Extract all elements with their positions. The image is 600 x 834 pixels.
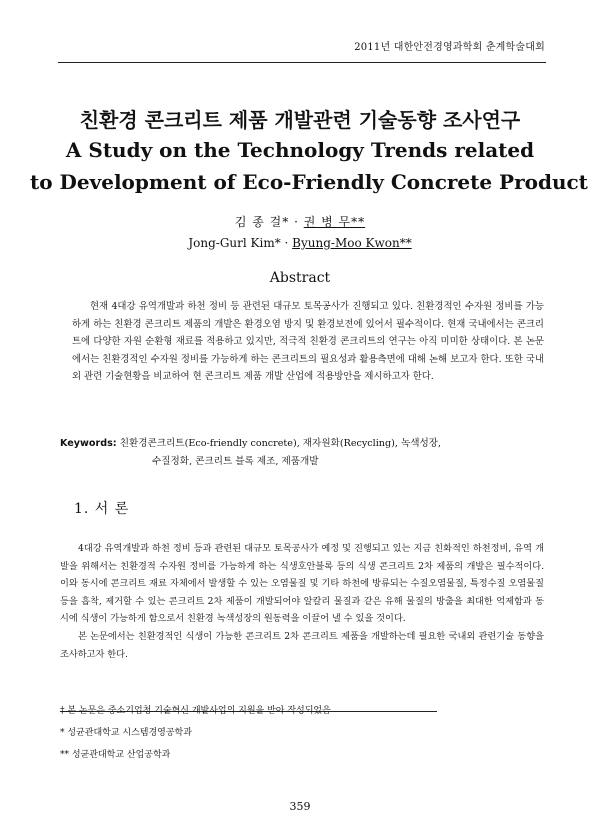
footnote-affiliation-kim: * 성균관대학교 시스템경영공학과 — [60, 728, 192, 738]
keywords — [60, 435, 550, 471]
author-separator: · — [280, 236, 293, 250]
page-number: 359 — [289, 800, 311, 813]
introduction-paragraph: 4대강 유역개발과 하천 정비 등과 관련된 대규모 토목공사가 예정 및 진행되고 있는 지금 친화적인 하천정비, 유역 개발을 위해서는 친환경적 수자원 정비를 가능하게 하는 식생호안블록 등의 식생 콘크리트 2차 제품의 개발은 필수적이다. 이와 동시에 콘크리트 재료 자체에서 발생할 수 있는 오염물질 및 기타 하천에 방류되는 수질오염물질, 특정수질 오염물질 등을 흡착, 제거할 수 있는 콘크리트 2차 제품이 개발되어야 알칼리 물질과 같은 유해 물질의 방출을 최대한 억제함과 동시에 식생이 가능하게 함으로서 친환경 녹색성장의 원동력을 이끌어 낼 수 있을 것이다. — [60, 543, 544, 625]
introduction-paragraph: 본 논문에서는 친환경적인 식생이 가능한 콘크리트 2차 콘크리트 제품을 개발하는데 필요한 국내외 관련기술 동향을 조사하고자 한다. — [60, 630, 544, 660]
footnotes — [60, 700, 500, 766]
paper-title-english-line1: A Study on the Technology Trends related — [65, 138, 535, 162]
author-separator: · — [289, 215, 304, 229]
abstract-text: 현재 4대강 유역개발과 하천 정비 등 관련된 대규모 토목공사가 진행되고 있다. 친환경적인 수자원 정비를 가능하게 하는 친환경 콘크리트 제품의 개발은 환경오염 방지 및 환경보전에 있어서 필수적이다. 현재 국내에서는 콘크리트에 다양한 자원 순환형 재료를 적용하고 있지만, 적극적 친환경 콘크리트의 연구는 아직 미미한 상태이다. 본 논문에서는 친환경적인 수자원 정비를 가능하게 하는 콘크리트의 필요성과 활용측면에 대해 논해 보고자 한다. 또한 국내외 관련 기술현황을 비교하여 현 콘크리트 제품 개발 산업에 적용방안을 제시하고자 한다. — [72, 301, 544, 383]
authors-korean — [150, 213, 450, 230]
header-rule — [58, 62, 546, 63]
author-kwon-english: Byung-Moo Kwon** — [292, 236, 412, 250]
footnote-funding: † 본 논문은 중소기업청 기술혁신 개발사업의 지원을 받아 작성되었음 — [60, 706, 331, 716]
author-kwon-korean: 권 병 무** — [303, 215, 366, 229]
keywords-line1: 친환경콘크리트(Eco-friendly concrete), 재자원화(Recycling), 녹색성장, — [119, 438, 442, 449]
running-header: 2011년 대한안전경영과학회 춘계학술대회 — [354, 42, 545, 53]
section-heading-introduction: 1. 서 론 — [74, 501, 130, 517]
footnote-affiliation-kwon: ** 성균관대학교 산업공학과 — [60, 750, 171, 760]
keywords-label: Keywords: — [60, 438, 117, 449]
authors-english — [120, 236, 480, 250]
abstract-heading: Abstract — [269, 270, 331, 286]
introduction-body — [60, 540, 544, 663]
keywords-line2: 수질정화, 콘크리트 블록 제조, 제품개발 — [152, 456, 319, 467]
author-kim-english: Jong-Gurl Kim* — [188, 236, 281, 250]
paper-title-korean: 친환경 콘크리트 제품 개발관련 기술동향 조사연구 — [79, 108, 521, 132]
author-kim-korean: 김 종 걸* — [234, 215, 290, 229]
paper-title-english-line2: to Development of Eco-Friendly Concrete Product — [30, 170, 588, 194]
